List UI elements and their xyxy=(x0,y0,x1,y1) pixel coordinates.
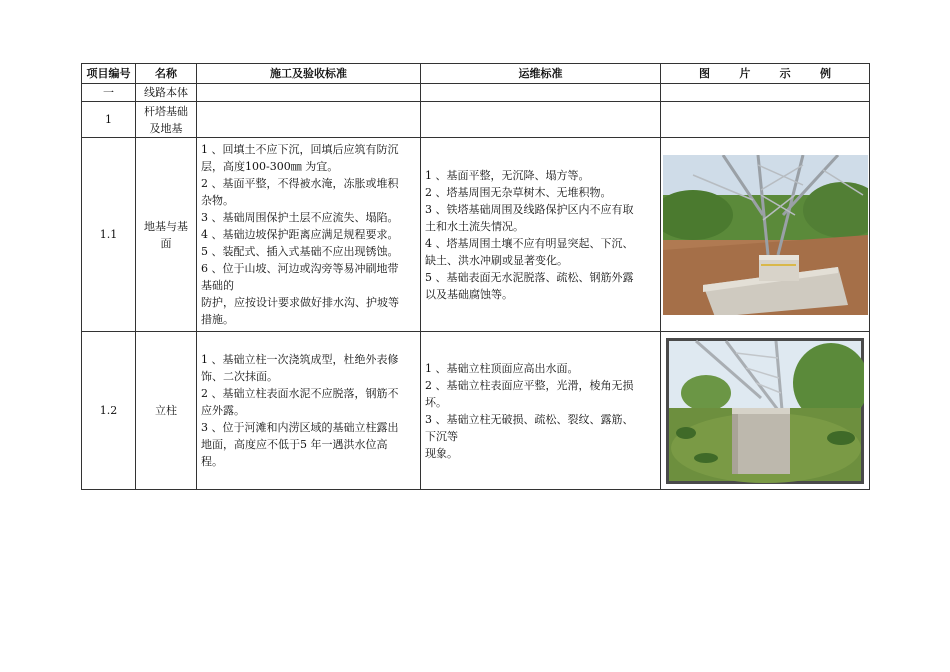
standard-line: 3 、基础周围保护土层不应流失、塌陷。 xyxy=(201,211,399,224)
header-construction: 施工及验收标准 xyxy=(197,64,421,84)
standard-line: 4 、基础边坡保护距离应满足规程要求。 xyxy=(201,228,399,241)
row-code: 1.1 xyxy=(82,138,136,332)
standard-line: 1 、回填土不应下沉，回填后应筑有防沉 xyxy=(201,143,399,156)
standard-line: 坏。 xyxy=(425,395,447,409)
standard-line: 6 、位于山坡、河边或沟旁等易冲刷地带 xyxy=(201,262,399,275)
standard-line: 1 、基础立柱一次浇筑成型，杜绝外表修 xyxy=(201,353,399,366)
row-name-line: 面 xyxy=(160,236,172,250)
row-code: 一 xyxy=(82,84,136,102)
standard-line: 现象。 xyxy=(425,446,458,460)
standard-line: 层，高度100-300㎜ 为宜。 xyxy=(201,160,339,173)
standard-line: 应外露。 xyxy=(201,404,245,417)
row-name xyxy=(136,102,197,138)
row-name xyxy=(136,138,197,332)
photo-cell xyxy=(661,138,870,332)
maintenance-standard-cell xyxy=(421,332,661,490)
standard-line: 防护，应按设计要求做好排水沟、护坡等 xyxy=(201,296,399,309)
standard-line: 地面，高度应不低于5 年一遇洪水位高 xyxy=(201,438,388,451)
row-name-line: 地基与基 xyxy=(144,219,188,233)
standard-line: 措施。 xyxy=(201,313,234,326)
standard-line: 5 、基础表面无水泥脱落、疏松、钢筋外露 xyxy=(425,270,634,284)
row-name: 线路本体 xyxy=(136,84,197,102)
construction-standard-cell xyxy=(197,138,421,332)
standard-line: 缺土、洪水冲刷或显著变化。 xyxy=(425,253,568,267)
header-photo xyxy=(661,64,870,84)
table-row xyxy=(82,138,870,332)
standard-line: 1 、基面平整，无沉降、塌方等。 xyxy=(425,168,590,182)
standard-line: 以及基础腐蚀等。 xyxy=(425,287,513,301)
header-photo-char: 例 xyxy=(819,67,831,80)
tower-foundation-photo xyxy=(663,155,868,315)
row-code: 1.2 xyxy=(82,332,136,490)
table-row xyxy=(82,84,870,102)
header-code: 项目编号 xyxy=(82,64,136,84)
table-row xyxy=(82,332,870,490)
row-code: 1 xyxy=(82,102,136,138)
row-name: 立柱 xyxy=(136,332,197,490)
standards-table xyxy=(81,63,870,490)
standard-line: 程。 xyxy=(201,455,223,468)
header-name: 名称 xyxy=(136,64,197,84)
standard-line: 2 、基面平整，不得被水淹，冻胀或堆积 xyxy=(201,177,399,190)
tower-column-photo xyxy=(666,338,864,484)
header-photo-char: 示 xyxy=(779,67,791,80)
standard-line: 5 、装配式、插入式基础不应出现锈蚀。 xyxy=(201,245,399,258)
header-photo-char: 片 xyxy=(739,67,751,80)
photo-cell xyxy=(661,332,870,490)
standard-line: 下沉等 xyxy=(425,429,458,443)
standard-line: 土和水土流失情况。 xyxy=(425,219,524,233)
maintenance-standard-cell xyxy=(421,138,661,332)
standard-line: 2 、基础立柱表面水泥不应脱落，钢筋不 xyxy=(201,387,399,400)
standard-line: 3 、位于河滩和内涝区域的基础立柱露出 xyxy=(201,421,399,434)
row-name-line: 及地基 xyxy=(149,121,183,135)
construction-standard-cell xyxy=(197,332,421,490)
header-maintenance: 运维标准 xyxy=(421,64,661,84)
standard-line: 2 、塔基周围无杂草树木、无堆积物。 xyxy=(425,185,612,199)
table-row xyxy=(82,102,870,138)
standard-line: 杂物。 xyxy=(201,194,234,207)
table-header-row xyxy=(82,64,870,84)
standard-line: 饰、二次抹面。 xyxy=(201,370,278,383)
standard-line: 4 、塔基周围土壤不应有明显突起、下沉、 xyxy=(425,236,634,250)
standard-line: 3 、基础立柱无破损、疏松、裂纹、露筋、 xyxy=(425,412,634,426)
header-photo-char: 图 xyxy=(699,67,710,80)
row-name-line: 杆塔基础 xyxy=(144,104,188,118)
standard-line: 基础的 xyxy=(201,279,234,292)
standard-line: 3 、铁塔基础周围及线路保护区内不应有取 xyxy=(425,202,634,216)
standard-line: 2 、基础立柱表面应平整，光滑，棱角无损 xyxy=(425,378,634,392)
standard-line: 1 、基础立柱顶面应高出水面。 xyxy=(425,361,579,375)
